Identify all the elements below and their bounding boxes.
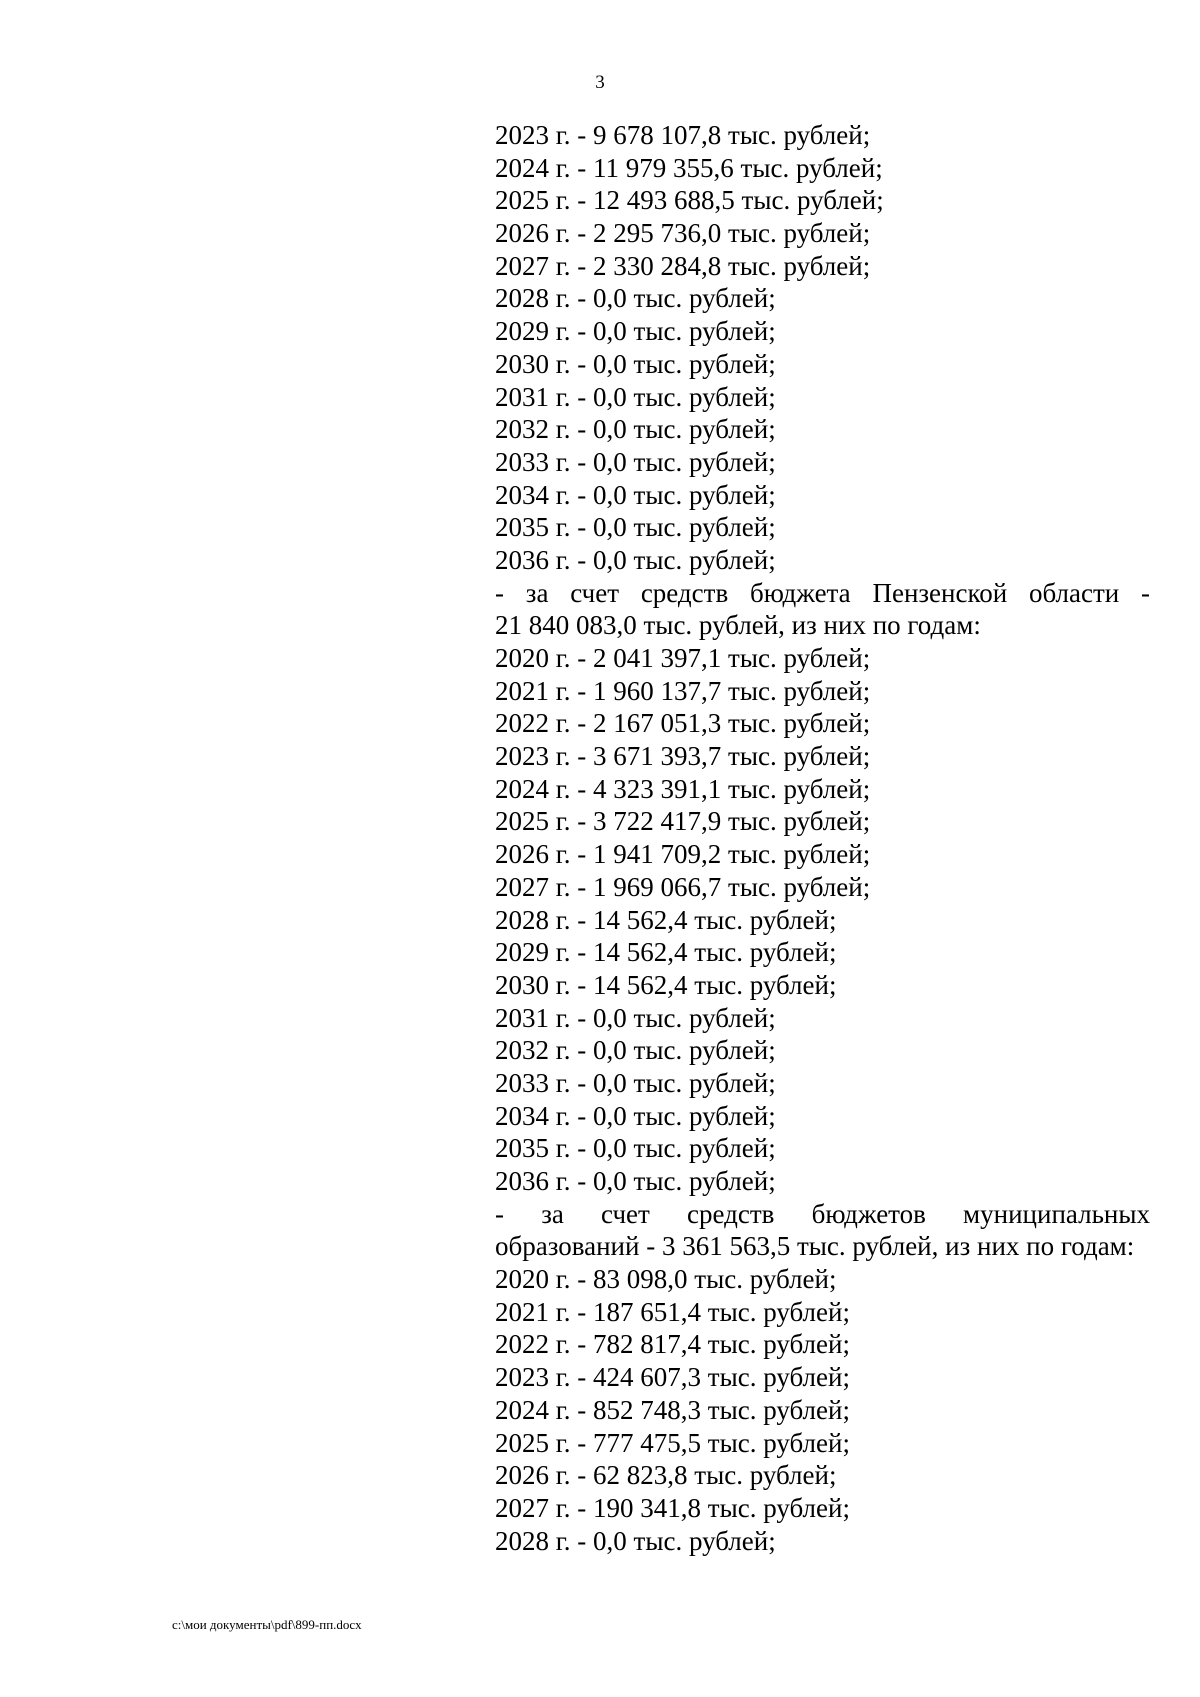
list-item: 2028 г. - 14 562,4 тыс. рублей; (495, 904, 837, 935)
list-item: 2026 г. - 1 941 709,2 тыс. рублей; (495, 839, 871, 870)
list-item: 2034 г. - 0,0 тыс. рублей; (495, 479, 776, 510)
municipal-intro-line-1: - за счет средств бюджетов муниципальных (495, 1198, 1150, 1229)
list-item: 2022 г. - 782 817,4 тыс. рублей; (495, 1329, 850, 1360)
list-item: 2021 г. - 187 651,4 тыс. рублей; (495, 1296, 850, 1327)
municipal-intro-line-2: образований - 3 361 563,5 тыс. рублей, из них по годам: (495, 1231, 1135, 1262)
list-item: 2036 г. - 0,0 тыс. рублей; (495, 1166, 776, 1196)
list-item: 2021 г. - 1 960 137,7 тыс. рублей; (495, 675, 871, 706)
regional-intro-line-1: - за счет средств бюджета Пензенской области - (495, 577, 1150, 608)
list-item: 2033 г. - 0,0 тыс. рублей; (495, 446, 776, 477)
list-item: 2025 г. - 777 475,5 тыс. рублей; (495, 1427, 850, 1458)
list-item: 2028 г. - 0,0 тыс. рублей; (495, 283, 776, 314)
municipal-budget-intro (495, 1198, 1150, 1263)
list-item: 2030 г. - 14 562,4 тыс. рублей; (495, 969, 837, 1000)
list-item: 2023 г. - 3 671 393,7 тыс. рублей; (495, 741, 871, 772)
list-item: 2035 г. - 0,0 тыс. рублей; (495, 512, 776, 543)
footer-file-path: c:\мои документы\pdf\899-пп.docx (172, 1617, 362, 1632)
regional-intro-line-2: 21 840 083,0 тыс. рублей, из них по годам: (495, 610, 981, 641)
list-item: 2025 г. - 12 493 688,5 тыс. рублей; (495, 185, 884, 216)
list-item: 2029 г. - 0,0 тыс. рублей; (495, 316, 776, 347)
list-item: 2027 г. - 1 969 066,7 тыс. рублей; (495, 871, 871, 902)
list-item: 2035 г. - 0,0 тыс. рублей; (495, 1133, 776, 1164)
list-item: 2030 г. - 0,0 тыс. рублей; (495, 348, 776, 379)
list-item: 2020 г. - 2 041 397,1 тыс. рублей; (495, 643, 871, 673)
list-item: 2033 г. - 0,0 тыс. рублей; (495, 1067, 776, 1098)
list-item: 2028 г. - 0,0 тыс. рублей; (495, 1525, 776, 1556)
list-item: 2034 г. - 0,0 тыс. рублей; (495, 1100, 776, 1131)
list-item: 2022 г. - 2 167 051,3 тыс. рублей; (495, 708, 871, 739)
regional-budget-intro (495, 577, 1150, 642)
list-item: 2023 г. - 424 607,3 тыс. рублей; (495, 1362, 850, 1393)
page-number: 3 (595, 72, 605, 93)
list-item: 2026 г. - 2 295 736,0 тыс. рублей; (495, 218, 871, 249)
list-item: 2026 г. - 62 823,8 тыс. рублей; (495, 1460, 837, 1491)
list-item: 2027 г. - 190 341,8 тыс. рублей; (495, 1492, 850, 1523)
list-item: 2031 г. - 0,0 тыс. рублей; (495, 1002, 776, 1033)
list-item: 2029 г. - 14 562,4 тыс. рублей; (495, 937, 837, 968)
list-item: 2024 г. - 4 323 391,1 тыс. рублей; (495, 773, 871, 804)
federal-years-list (495, 119, 1150, 577)
list-item: 2031 г. - 0,0 тыс. рублей; (495, 381, 776, 412)
list-item: 2032 г. - 0,0 тыс. рублей; (495, 414, 776, 445)
municipal-years-list (495, 1263, 1150, 1557)
list-item: 2024 г. - 11 979 355,6 тыс. рублей; (495, 152, 883, 183)
list-item: 2032 г. - 0,0 тыс. рублей; (495, 1035, 776, 1066)
list-item: 2036 г. - 0,0 тыс. рублей; (495, 544, 776, 575)
list-item: 2027 г. - 2 330 284,8 тыс. рублей; (495, 250, 871, 281)
list-item: 2024 г. - 852 748,3 тыс. рублей; (495, 1394, 850, 1425)
list-item: 2023 г. - 9 678 107,8 тыс. рублей; (495, 120, 871, 150)
regional-years-list (495, 642, 1150, 1198)
list-item: 2025 г. - 3 722 417,9 тыс. рублей; (495, 806, 871, 837)
document-body (495, 119, 1150, 1557)
list-item: 2020 г. - 83 098,0 тыс. рублей; (495, 1264, 837, 1295)
